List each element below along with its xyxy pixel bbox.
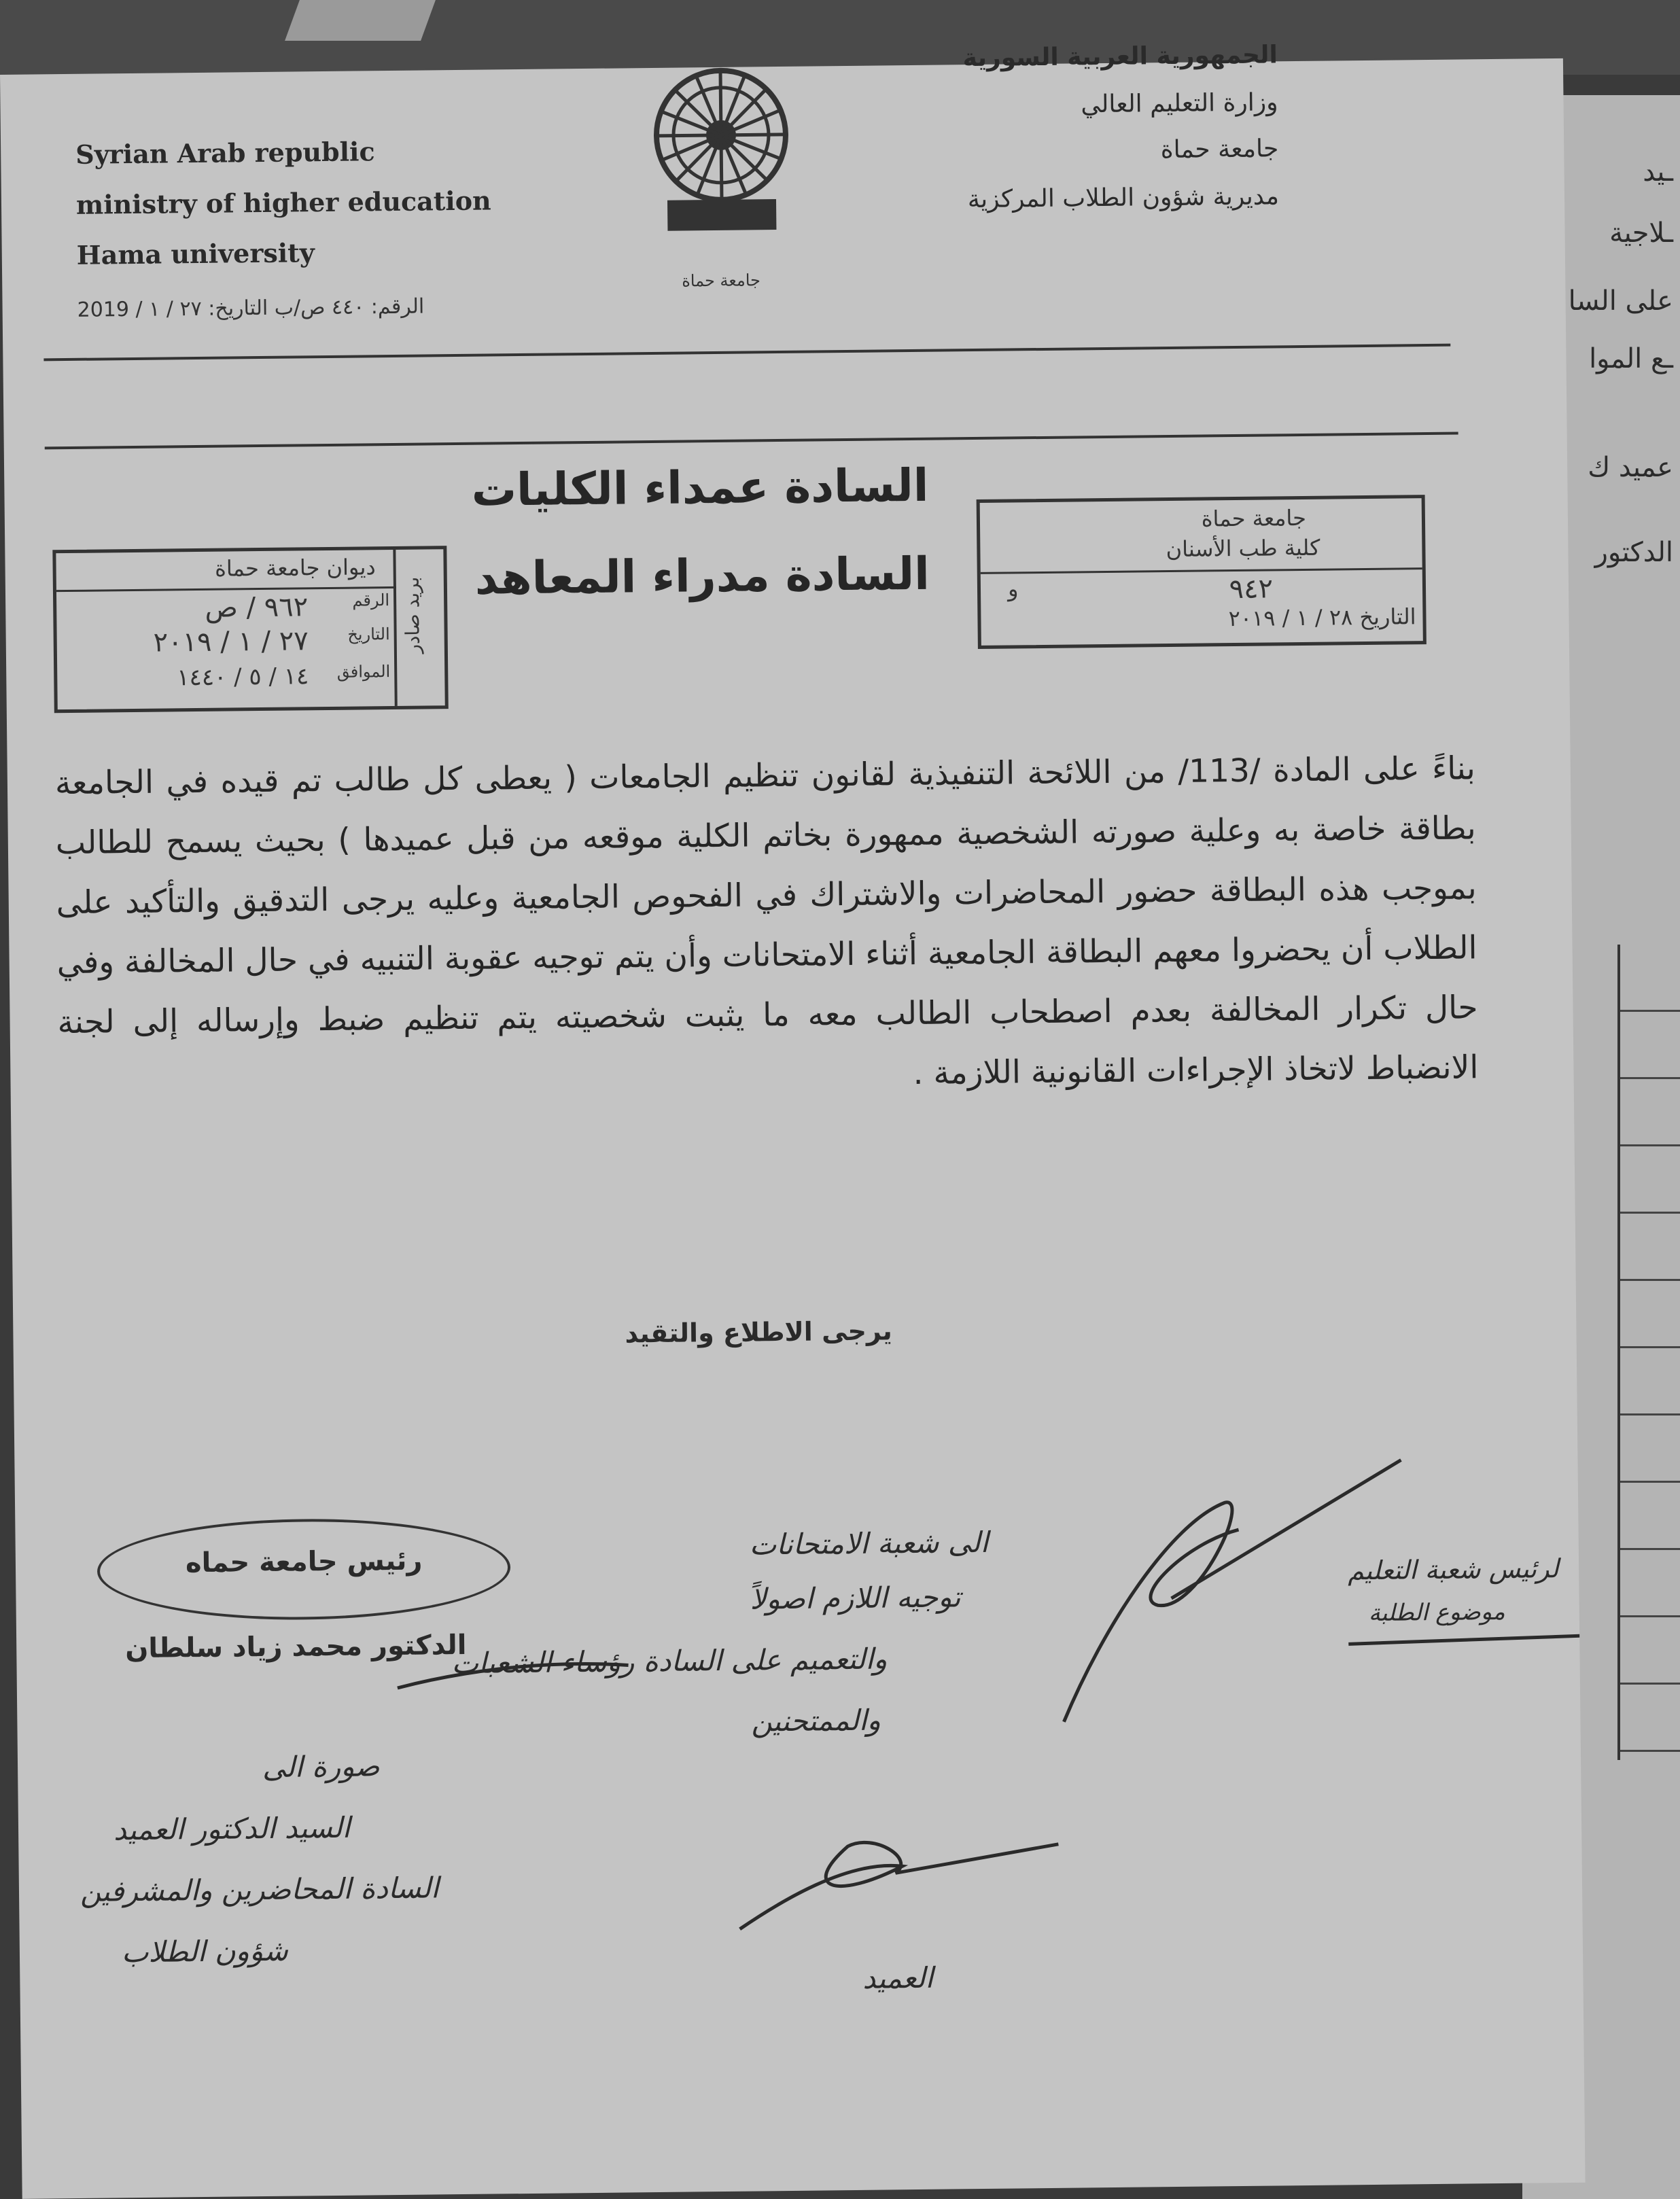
letter-body xyxy=(54,739,1478,1112)
reference-number-date: الرقم: ٤٤٠ ص/ب التاريخ: ٢٧ / ١ / 2019 xyxy=(77,294,425,322)
header-en-university: Hama university xyxy=(76,237,315,270)
header-ar-ministry: وزارة التعليم العالي xyxy=(1081,88,1278,119)
header-en-ministry: ministry of higher education xyxy=(75,185,491,220)
handwritten-dean-label: العميد xyxy=(862,1960,934,1995)
body-paragraph: بناءً على المادة /113/ من اللائحة التنفيذية لقانون تنظيم الجامعات ( يعطى كل طالب تم قيده في الجامعة بطاقة خاصة به وعلية صورته الشخصية ممهورة بخاتم الكلية موقعه من قبل عميدها ) بحيث يسمح للطالب بموجب هذه البطاقة حضور المحاضرات والاشتراك في الفحوص الجامعية وعليه يرجى التدقيق والتأكيد على الطلاب أن يحضروا معهم البطاقة الجامعية أثناء الامتحانات وأن يتم توجيه عقوبة التنبيه في حال المخالفة وفي حال تكرار المخالفة بعدم اصطحاب الطالب معه ما يثبت شخصيته يتم تنظيم ضبط وإرساله إلى لجنة الانضباط لاتخاذ الإجراءات القانونية اللازمة . xyxy=(54,750,1479,1093)
incoming-stamp-number: ٩٤٢ xyxy=(1229,573,1274,605)
handwritten-note-line: توجيه اللازم اصولاً xyxy=(750,1580,961,1616)
incoming-stamp-date: التاريخ ٢٨ / ١ / ٢٠١٩ xyxy=(1228,603,1416,632)
header-ar-university: جامعة حماة xyxy=(1160,135,1279,164)
incoming-stamp-line2: كلية طب الأسنان xyxy=(1166,534,1320,563)
outgoing-stamp-date-label: التاريخ xyxy=(347,624,390,644)
outgoing-stamp-side-label: بريد صادر xyxy=(400,576,424,654)
outgoing-stamp xyxy=(52,546,448,713)
side-fragment: الدكتور xyxy=(1594,537,1673,568)
handwritten-note-line: والممتحنين xyxy=(751,1703,881,1738)
handwritten-copy-line: صورة الى xyxy=(262,1749,380,1784)
header-ar-directorate: مديرية شؤون الطلاب المركزية xyxy=(967,182,1280,214)
incoming-stamp-line1: جامعة حماة xyxy=(1201,504,1307,532)
paper-tab xyxy=(285,0,436,41)
incoming-stamp xyxy=(977,495,1427,649)
signature-strokes xyxy=(396,1458,1586,1933)
side-fragment: ـع الموا xyxy=(1589,343,1673,374)
outgoing-stamp-date: ٢٧ / ١ / ٢٠١٩ xyxy=(153,625,309,658)
addressee-directors: السادة مدراء المعاهد xyxy=(474,547,930,605)
header-ar-country: الجمهورية العربية السورية xyxy=(962,41,1278,73)
side-fragment: ـلاجية xyxy=(1609,217,1673,249)
addressee-deans: السادة عمداء الكليات xyxy=(471,459,929,516)
outgoing-stamp-number-label: الرقم xyxy=(352,591,390,610)
handwritten-copy-line: السيد الدكتور العميد xyxy=(113,1810,351,1847)
side-fragment: ـيد xyxy=(1643,156,1673,188)
incoming-stamp-suffix: و xyxy=(1007,576,1019,602)
handwritten-right-line: لرئيس شعبة التعليم xyxy=(1347,1553,1559,1586)
handwritten-right-line: موضوع الطلبة xyxy=(1368,1598,1505,1628)
signatory-title: رئيس جامعة حماه xyxy=(185,1545,423,1579)
document-page xyxy=(0,41,1586,2199)
handwritten-copy-line: شؤون الطلاب xyxy=(121,1933,289,1969)
side-fragment: على السا xyxy=(1568,285,1673,317)
university-logo xyxy=(656,70,786,231)
outgoing-stamp-header: ديوان جامعة حماة xyxy=(214,554,376,582)
outgoing-stamp-number: ٩٦٢ / ص xyxy=(205,591,309,624)
handwritten-copy-line: السادة المحاضرين والمشرفين xyxy=(80,1871,439,1908)
header-en-country: Syrian Arab republic xyxy=(75,136,375,170)
side-table xyxy=(1617,945,1680,1760)
closing-line: يرجى الاطلاع والتقيد xyxy=(625,1316,893,1349)
signatory-name: الدكتور محمد زياد سلطان xyxy=(125,1629,467,1665)
handwritten-note-line: الى شعبة الامتحانات xyxy=(749,1525,989,1562)
logo-text: جامعة حماة xyxy=(682,270,761,291)
outgoing-stamp-hijri-label: الموافق xyxy=(336,662,391,682)
handwritten-note-line: والتعميم على السادة رؤساء الشعبات xyxy=(451,1642,888,1681)
outgoing-stamp-hijri: ١٤ / ٥ / ١٤٤٠ xyxy=(177,663,309,692)
side-fragment: عميد ك xyxy=(1588,452,1673,483)
